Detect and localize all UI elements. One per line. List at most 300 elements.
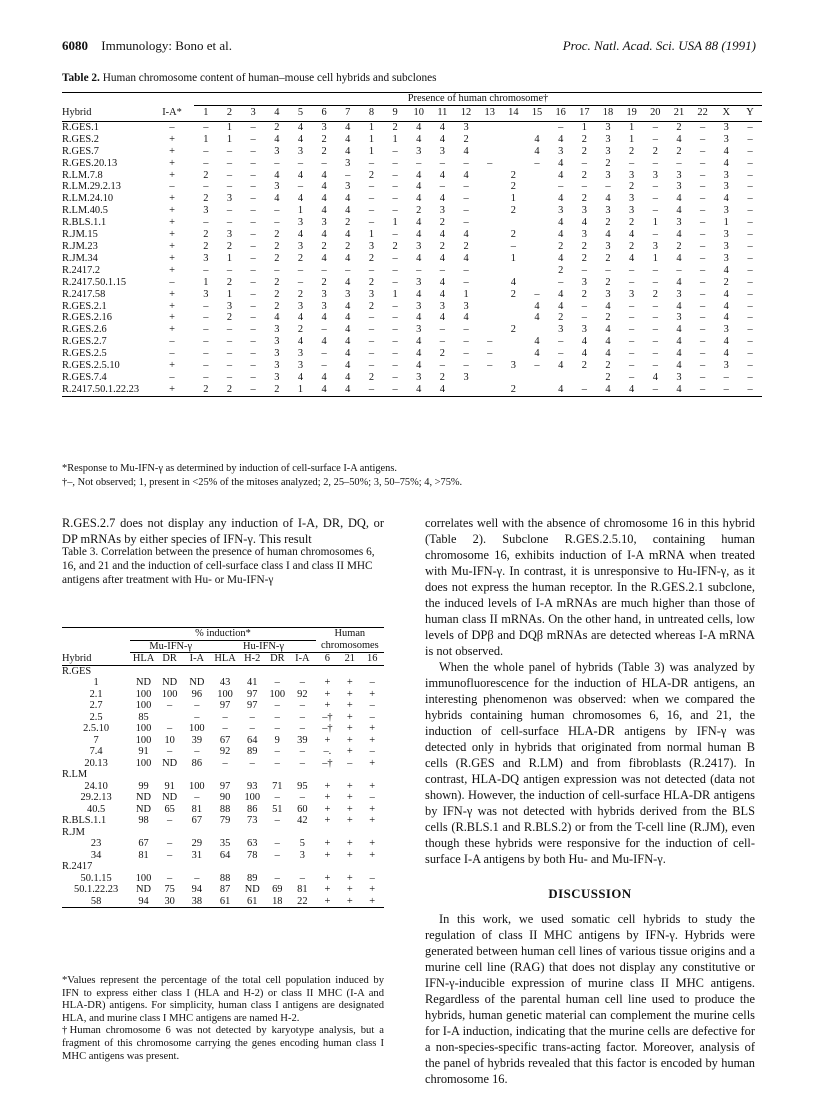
chromosome-cell: 3 [274,336,280,348]
chromosome-cell: 4 [345,229,351,241]
induction-cell: + [346,872,353,884]
chromosome-cell: – [747,371,753,383]
chromosome-cell: – [747,169,753,181]
table2-chromosome-header: 11 [431,105,455,121]
chromosome-cell: 4 [439,133,445,145]
chromosome-cell: 3 [274,371,280,383]
journal-section: Immunology: Bono et al. [101,38,232,53]
chromosome-cell: – [226,264,233,276]
chromosome-cell: 3 [203,288,209,300]
chromosome-cell: 4 [605,229,611,241]
chromosome-cell: – [573,384,597,396]
chromosome-cell: 4 [581,348,587,360]
ia-response: – [169,121,175,133]
hybrid-name: 50.1.15 [80,872,112,884]
chromosome-cell: 3 [297,145,304,157]
induction-cell: 96 [191,688,203,700]
chromosome-cell: – [392,312,398,324]
chromosome-cell: 3 [723,169,729,181]
chromosome-cell: – [652,121,658,133]
induction-cell: – [299,757,305,769]
chromosome-cell: – [392,264,398,276]
chromosome-cell: 1 [226,252,233,264]
chromosome-cell: 3 [274,360,280,372]
chromosome-cell: 3 [368,240,375,252]
chromosome-cell: 4 [274,193,280,205]
hybrid-group-name: R.BLS.1.1 [62,815,107,826]
chromosome-cell: 3 [439,145,445,157]
chromosome-cell: – [321,157,327,169]
chromosome-cell: 1 [368,121,375,133]
table-row [62,804,384,816]
chromosome-cell: 3 [274,348,280,360]
ia-response: – [169,336,175,348]
table3-subcolumn-header: HLA [211,653,239,666]
chromosome-cell: – [700,193,706,205]
chromosome-cell: 4 [463,312,469,324]
induction-cell: 100 [135,757,152,769]
chromosome-cell: – [203,336,209,348]
chromosome-cell: 3 [605,145,611,157]
chromosome-cell: – [368,157,375,169]
chromosome-cell: 4 [723,336,729,348]
chromosome-cell: 4 [723,157,729,169]
induction-cell: 30 [157,896,183,908]
table2-chromosome-header: 14 [502,105,526,121]
induction-cell: – [299,700,305,711]
induction-cell: + [369,757,376,769]
chromosome-cell: – [463,193,469,205]
chromosome-cell [478,181,502,193]
chromosome-cell: 4 [439,193,445,205]
chromosome-cell: – [203,371,209,383]
induction-cell: 69 [272,884,283,895]
induction-cell: 67 [138,838,149,849]
chromosome-cell: – [439,324,445,336]
chromosome-cell: – [392,360,398,372]
chromosome-cell: 3 [652,240,658,252]
chromosome-cell: – [345,264,351,276]
chromosome-cell: 4 [629,252,635,264]
induction-cell: – [299,746,305,757]
induction-cell: – [299,711,305,723]
chromosome-cell: 2 [581,240,587,252]
induction-cell: ND [162,792,178,803]
table-row [62,181,762,193]
chromosome-cell: – [652,324,658,336]
chromosome-cell: 4 [439,276,445,288]
chromosome-cell: 2 [274,121,280,133]
chromosome-cell: 4 [723,288,729,300]
chromosome-cell: – [463,157,469,169]
hybrid-name: 7.4 [89,746,103,757]
induction-cell: + [369,780,376,792]
chromosome-cell: 3 [723,133,729,145]
chromosome-cell: – [250,371,256,383]
chromosome-cell [478,253,502,265]
chromosome-cell: 2 [676,240,682,252]
chromosome-cell: – [226,371,233,383]
induction-cell: 100 [189,723,205,734]
chromosome-cell [525,181,549,193]
chromosome-cell [478,384,502,396]
chromosome-cell [478,229,502,241]
chromosome-cell: 4 [345,312,351,324]
chromosome-cell: 3 [581,229,587,241]
chromosome-cell [478,301,502,313]
chromosome-cell: – [581,157,587,169]
chromosome-cell: 4 [321,169,327,181]
chromosome-cell: – [652,312,658,324]
chromosome-cell: 3 [723,181,729,193]
chromosome-cell: – [368,217,375,229]
hybrid-name: R.2417.50.1.22.23 [62,384,150,396]
chromosome-cell: – [274,205,280,217]
paragraph-1: correlates well with the absence of chromosome 16 in this hybrid (Table 2). Subclone R.GES.2.5.10, containing human chromosome 16, exhibits induction of I-A mRNA when treated with Mu-IFN-γ. In contrast, it is unresponsive to Hu-IFN-γ, as it does not express the human receptor. In the R.GES.2.1 subclone, the induced levels of I-A mRNAs are much higher than those of human class II mRNAs. On the other hand, in untreated cells, low levels of DPβ and DQβ mRNAs are detected whereas I-A mRNA is not observed. [425,516,755,658]
induction-cell: 81 [138,849,149,861]
chromosome-cell: – [747,264,753,276]
chromosome-cell: 3 [723,252,729,264]
chromosome-cell: 3 [510,360,516,372]
chromosome-cell: – [629,157,635,169]
chromosome-cell [478,146,502,158]
chromosome-cell: – [747,348,753,360]
right-column-text [425,515,755,1087]
chromosome-cell: 2 [605,312,611,324]
chromosome-cell: – [392,252,398,264]
chromosome-cell: – [700,276,706,288]
chromosome-cell: – [297,157,304,169]
ia-response: + [169,205,175,217]
chromosome-cell: 2 [558,240,564,252]
chromosome-cell: 2 [502,384,526,396]
chromosome-cell [502,146,526,158]
induction-cell: ND [136,884,152,895]
induction-cell: – [369,872,375,884]
chromosome-cell: 2 [510,288,516,300]
chromosome-cell: 3 [558,145,564,157]
induction-cell: 90 [219,792,231,803]
chromosome-cell: – [747,193,753,205]
induction-cell: + [346,792,353,803]
chromosome-cell: 2 [510,229,516,241]
chromosome-cell: – [534,360,540,372]
hybrid-name: R.LM.29.2.13 [62,181,121,193]
ia-response: + [169,324,175,336]
chromosome-cell: 4 [723,193,729,205]
chromosome-cell [502,265,526,277]
chromosome-cell: 2 [581,169,587,181]
chromosome-cell: – [439,360,445,372]
chromosome-cell [478,372,502,384]
table-row [62,815,384,827]
chromosome-cell: 2 [581,133,587,145]
chromosome-cell: 4 [439,312,445,324]
chromosome-cell: 4 [534,312,540,324]
induction-cell: 100 [135,700,152,711]
chromosome-cell: 4 [534,348,540,360]
induction-cell: + [346,677,353,688]
induction-cell: – [167,872,173,884]
chromosome-cell: 3 [463,300,469,312]
chromosome-cell: – [250,312,256,324]
table3-subcolumn-header: I-A [182,653,211,666]
chromosome-cell: – [250,229,256,241]
ia-response: + [169,217,175,229]
chromosome-cell: 2 [723,276,729,288]
hybrid-name: 7 [93,734,99,746]
table2-col-hybrid: Hybrid [62,105,150,121]
induction-cell: ND [244,884,260,895]
chromosome-cell: – [581,181,587,193]
chromosome-cell: 4 [723,145,729,157]
induction-cell: 86 [191,757,203,769]
table3-label: Table 3. [62,546,99,558]
chromosome-cell: – [392,181,398,193]
hybrid-name: 2.7 [89,700,103,711]
group-header-row [62,827,384,839]
chromosome-cell: 3 [652,169,658,181]
chromosome-cell: – [203,181,209,193]
induction-cell: + [324,677,331,688]
table-row [62,689,384,701]
paragraph-2: When the whole panel of hybrids (Table 3) was analyzed by immunofluorescence for the induction of HLA-DR antigens, an interesting phenomenon was observed: when we compared the hybrids containing human chromosomes 6, 16, and 21, the induction of cell-surface HLA-DR antigens by IFN-γ was detected only in hybrids that originated from normal human B cells (R.GES and R.LM) and from fibroblasts (R.2417). In contrast, HLA-DQ antigen expression was not detected (data not shown). However, the induction of cell-surface HLA-DR antigens by IFN-γ was not detected with hybrids derived from the BLS cells (R.BLS.1 and R.BLS.2) or from the T-cell line (R.JM), even though these hybrids were responsive for the induction of cell-surface I-A antigens by both Hu- and Mu-IFN-γ. [425,660,755,866]
ia-response: + [169,240,175,252]
induction-cell: 73 [247,815,258,826]
chromosome-cell: 4 [345,145,351,157]
chromosome-cell: 4 [297,229,304,241]
induction-cell: ND [136,792,152,803]
chromosome-cell: 2 [510,181,516,193]
chromosome-cell: – [321,264,327,276]
induction-cell: 93 [247,780,258,792]
induction-cell: + [324,734,331,746]
chromosome-cell: 3 [345,181,351,193]
induction-cell: + [346,746,353,757]
chromosome-cell [525,241,549,253]
chromosome-cell: – [241,384,265,396]
chromosome-cell: 4 [596,384,620,396]
ia-response: + [169,360,175,372]
induction-cell: – [194,711,200,723]
chromosome-cell: – [203,360,209,372]
induction-cell: 89 [247,872,258,884]
induction-cell: 89 [247,746,258,757]
table-row [62,253,762,265]
chromosome-cell: 2 [392,121,398,133]
chromosome-cell: 1 [297,205,304,217]
chromosome-cell: 3 [345,157,351,169]
chromosome-cell: 2 [274,288,280,300]
chromosome-cell: – [629,348,635,360]
chromosome-cell: 4 [416,133,422,145]
chromosome-cell: 2 [605,252,611,264]
chromosome-cell: 3 [321,288,327,300]
chromosome-cell: 1 [392,288,398,300]
hybrid-name: R.GES.2.5 [62,348,107,360]
chromosome-cell: 2 [297,288,304,300]
chromosome-cell: 4 [676,252,682,264]
chromosome-cell: – [700,240,706,252]
induction-cell: + [324,884,331,895]
chromosome-cell: – [581,264,587,276]
induction-cell: + [339,896,360,908]
table-row [62,712,384,724]
chromosome-cell: 4 [581,217,587,229]
chromosome-cell: 4 [416,312,422,324]
chromosome-cell: 2 [203,169,209,181]
chromosome-cell: – [747,252,753,264]
chromosome-cell: 2 [581,145,587,157]
chromosome-cell: 4 [549,384,573,396]
table2-chromosome-header: 10 [407,105,431,121]
chromosome-cell: 4 [605,348,611,360]
chromosome-cell: 1 [392,217,398,229]
induction-cell: + [324,815,331,826]
induction-cell: + [324,872,331,884]
chromosome-cell: 2 [218,384,242,396]
chromosome-cell: 1 [203,133,209,145]
chromosome-cell: 4 [321,181,327,193]
chromosome-cell: 3 [605,205,611,217]
chromosome-cell: 4 [321,371,327,383]
chromosome-cell: 4 [345,336,351,348]
ia-response: + [169,193,175,205]
chromosome-cell: – [652,205,658,217]
chromosome-cell: – [652,229,658,241]
chromosome-cell: – [368,264,375,276]
chromosome-cell: 2 [581,193,587,205]
chromosome-cell: – [700,264,706,276]
chromosome-cell: – [700,360,706,372]
chromosome-cell: 2 [558,264,564,276]
chromosome-cell: 2 [368,169,375,181]
table-row [62,792,384,804]
hybrid-name: R.2417.58 [62,288,106,300]
chromosome-cell: 4 [652,371,658,383]
induction-cell: 64 [247,734,258,746]
chromosome-cell: 3 [203,252,209,264]
chromosome-cell: 2 [652,145,658,157]
chromosome-cell: 2 [581,252,587,264]
chromosome-cell: 4 [345,252,351,264]
chromosome-cell: – [700,288,706,300]
left-body-text: R.GES.2.7 does not display any induction of I-A, DR, DQ, or DP mRNAs by either species of IFN-γ. This result [62,516,384,546]
chromosome-cell: 4 [605,336,611,348]
induction-cell: 91 [138,746,149,757]
table2-chromosome-header: 13 [478,105,502,121]
chromosome-cell: 4 [558,133,564,145]
induction-cell: 92 [219,746,231,757]
chromosome-cell: 4 [297,371,304,383]
chromosome-cell: 4 [534,300,540,312]
hybrid-name: 50.1.22.23 [74,884,119,895]
chromosome-cell: 3 [321,217,327,229]
induction-cell: ND [162,677,178,688]
induction-cell: ND [136,677,152,688]
chromosome-cell: – [700,312,706,324]
induction-cell: –† [322,723,333,734]
hybrid-name: R.BLS.1.1 [62,217,107,229]
chromosome-cell [478,193,502,205]
hybrid-name: R.GES.2.1 [62,300,107,312]
chromosome-cell: – [643,384,667,396]
chromosome-cell: – [392,324,398,336]
chromosome-cell: – [392,157,398,169]
table2-chromosome-header: 7 [336,105,360,121]
chromosome-cell: 2 [510,169,516,181]
chromosome-cell: 2 [676,121,682,133]
induction-cell: 95 [297,780,308,792]
chromosome-cell: 4 [416,217,422,229]
table3-subcolumn-header: H-2 [239,653,266,666]
chromosome-cell: – [383,384,407,396]
induction-cell: 97 [219,700,231,711]
chromosome-cell [502,301,526,313]
chromosome-cell: – [250,240,256,252]
chromosome-cell: – [629,312,635,324]
chromosome-cell [549,372,573,384]
table2-chromosome-header: 1 [194,105,218,121]
table2-caption [62,72,437,84]
chromosome-cell: – [652,276,658,288]
table2-chromosome-header: 17 [573,105,597,121]
chromosome-cell [502,134,526,146]
chromosome-cell: – [676,264,682,276]
chromosome-cell: 2 [629,217,635,229]
induction-cell: – [249,723,255,734]
chromosome-cell: 3 [676,169,682,181]
chromosome-cell: – [392,371,398,383]
discussion-heading: DISCUSSION [548,887,632,901]
ia-response: + [169,133,175,145]
chromosome-cell: 2 [226,240,233,252]
induction-cell: – [299,872,305,884]
chromosome-cell: – [226,336,233,348]
chromosome-cell: 2 [605,157,611,169]
chromosome-cell: 4 [534,133,540,145]
chromosome-cell: – [463,348,469,360]
chromosome-cell [478,217,502,229]
chromosome-cell: – [652,193,658,205]
hybrid-name: 23 [90,838,102,849]
chromosome-cell: 3 [416,276,422,288]
chromosome-cell [502,217,526,229]
chromosome-cell: – [723,371,729,383]
chromosome-cell: 4 [439,288,445,300]
induction-cell: 3 [299,849,305,861]
induction-cell: 39 [191,734,203,746]
chromosome-cell: 4 [345,324,351,336]
chromosome-cell: 2 [439,240,445,252]
chromosome-cell: – [747,300,753,312]
induction-cell: 60 [297,803,308,815]
hybrid-group-name: R.JM [62,826,85,838]
chromosome-cell [502,348,526,360]
hybrid-name: 40.5 [87,803,106,815]
hybrid-name: 24.10 [84,780,108,792]
induction-cell: 9 [274,734,280,746]
induction-cell: 22 [289,896,316,908]
chromosome-cell: 2 [274,229,280,241]
chromosome-cell: 4 [416,169,422,181]
chromosome-cell: – [738,384,762,396]
chromosome-cell: 3 [297,348,304,360]
chromosome-cell: – [203,300,209,312]
induction-cell: + [346,700,353,711]
chromosome-cell: – [700,157,706,169]
table3-subcolumn-header: 21 [339,653,360,666]
